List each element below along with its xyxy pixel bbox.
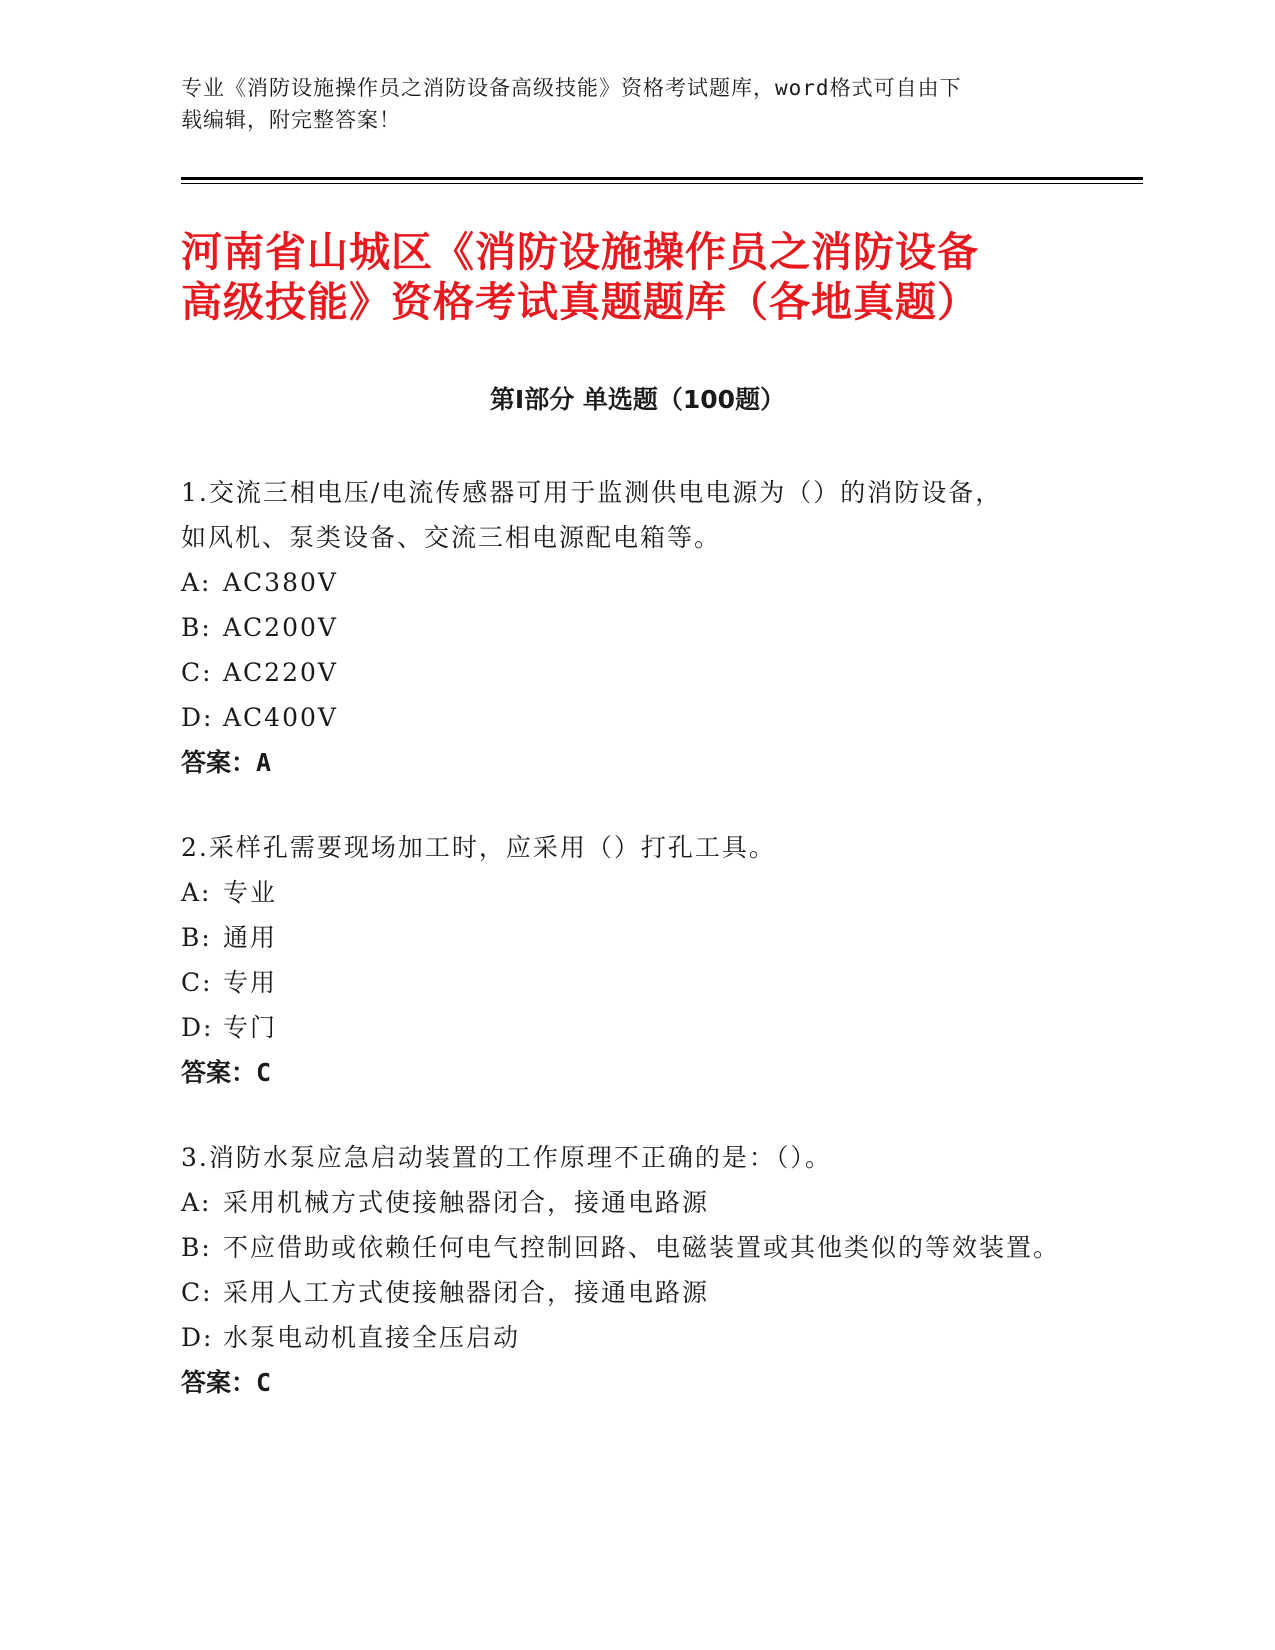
option-text: 采用人工方式使接触器闭合，接通电路源	[223, 1278, 710, 1307]
option-letter: D:	[181, 1323, 214, 1352]
question-stem	[181, 470, 1081, 560]
option-letter: D:	[181, 1013, 214, 1042]
option-text: AC400V	[223, 703, 338, 732]
section-heading: 第Ⅰ部分 单选题（100题）	[489, 385, 786, 414]
option-b	[181, 605, 1081, 650]
document-title-line-1: 河南省山城区《消防设施操作员之消防设备	[181, 228, 979, 276]
option-letter: A:	[181, 1188, 212, 1217]
option-text: 采用机械方式使接触器闭合，接通电路源	[223, 1188, 710, 1217]
question-1	[181, 470, 1081, 785]
header-note-line-2: 载编辑，附完整答案！	[181, 108, 401, 132]
question-stem-line: 2.采样孔需要现场加工时，应采用（）打孔工具。	[181, 833, 776, 862]
header-note	[181, 72, 1061, 136]
option-text: 通用	[223, 923, 278, 952]
option-letter: B:	[181, 923, 212, 952]
option-letter: C:	[181, 658, 213, 687]
option-c	[181, 650, 1081, 695]
question-stem-line: 如风机、泵类设备、交流三相电源配电箱等。	[181, 523, 722, 552]
option-text: 水泵电动机直接全压启动	[223, 1323, 521, 1352]
header-note-line-1: 专业《消防设施操作员之消防设备高级技能》资格考试题库，word格式可自由下	[181, 76, 962, 100]
option-text: 专业	[223, 878, 278, 907]
option-text: AC220V	[223, 658, 338, 687]
question-3	[181, 1135, 1081, 1405]
answer-line: 答案：A	[181, 748, 272, 777]
option-text: AC200V	[223, 613, 338, 642]
option-letter: C:	[181, 968, 213, 997]
document-title	[181, 227, 1121, 327]
option-a	[181, 560, 1081, 605]
option-letter: B:	[181, 1233, 212, 1262]
answer-line: 答案：C	[181, 1368, 272, 1397]
option-c	[181, 960, 1081, 1005]
option-d	[181, 1005, 1081, 1050]
option-text: 不应借助或依赖任何电气控制回路、电磁装置或其他类似的等效装置。	[223, 1233, 1061, 1262]
question-2	[181, 825, 1081, 1095]
option-text: 专用	[223, 968, 278, 997]
option-b	[181, 915, 1081, 960]
option-a	[181, 870, 1081, 915]
option-letter: D:	[181, 703, 214, 732]
option-text: 专门	[223, 1013, 278, 1042]
option-c	[181, 1270, 1081, 1315]
header-divider-thin	[181, 183, 1143, 184]
option-letter: A:	[181, 878, 212, 907]
answer-line: 答案：C	[181, 1058, 272, 1087]
option-d	[181, 1315, 1081, 1360]
question-stem	[181, 1135, 1081, 1180]
option-letter: B:	[181, 613, 212, 642]
option-letter: A:	[181, 568, 212, 597]
option-d	[181, 695, 1081, 740]
question-stem	[181, 825, 1081, 870]
header-divider-thick	[181, 177, 1143, 180]
question-list	[181, 470, 1081, 1445]
question-stem-line: 3.消防水泵应急启动装置的工作原理不正确的是：（）。	[181, 1143, 832, 1172]
option-a	[181, 1180, 1081, 1225]
option-b	[181, 1225, 1081, 1270]
option-letter: C:	[181, 1278, 213, 1307]
option-text: AC380V	[223, 568, 338, 597]
question-stem-line: 1.交流三相电压/电流传感器可用于监测供电电源为（）的消防设备，	[181, 478, 1003, 507]
document-title-line-2: 高级技能》资格考试真题题库（各地真题）	[181, 278, 979, 326]
